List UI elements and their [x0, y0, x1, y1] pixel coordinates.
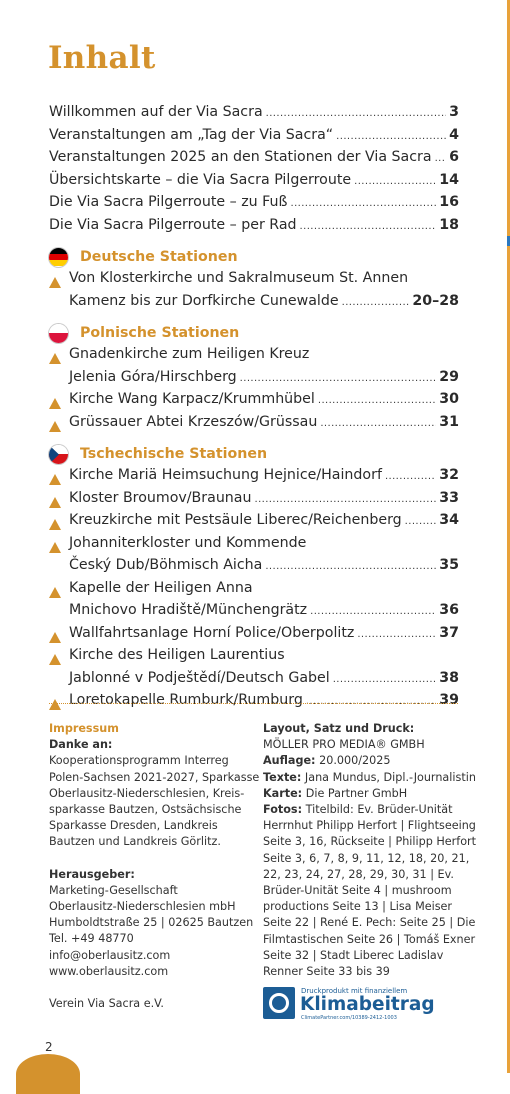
- fotos-credit-line: 22, 23, 24, 27, 28, 29, 30, 31 | Ev.: [263, 867, 454, 881]
- climate-partner-logo-icon: [263, 987, 295, 1019]
- toc-item-horni-police[interactable]: Wallfahrtsanlage Horní Police/Oberpolitz ..... 37: [49, 625, 459, 648]
- spacer: [49, 980, 254, 996]
- leader-dots: [318, 395, 436, 406]
- triangle-bullet-icon: [49, 519, 61, 530]
- imprint-column: [49, 721, 260, 1012]
- toc-item-broumov[interactable]: Kloster Broumov/Braunau ..... 33: [49, 490, 459, 513]
- karte-line: Karte: Die Partner GmbH: [263, 786, 408, 800]
- toc-item-by-bike[interactable]: Die Via Sacra Pilgerroute – per Rad ..... 18: [49, 217, 459, 240]
- section-heading-german: Deutsche Stationen: [49, 244, 459, 270]
- toc-item-german-stations[interactable]: Von Klosterkirche und Sakralmuseum St. Annen: [49, 270, 459, 293]
- triangle-bullet-icon: [49, 474, 61, 485]
- german-flag-icon: [49, 248, 68, 267]
- thanks-line: Kooperationsprogramm Interreg: [49, 754, 229, 768]
- section-heading-polish: Polnische Stationen: [49, 320, 459, 346]
- fotos-credit-line: Renner Seite 33 bis 39: [263, 965, 390, 979]
- layout-value: MÖLLER PRO MEDIA® GMBH: [263, 738, 425, 752]
- leader-dots: [310, 606, 436, 617]
- spacer: [49, 851, 254, 867]
- fotos-credit-line: Filmtastischen Seite 26 | Tomáš Exner: [263, 932, 476, 946]
- fotos-credit-line: Seite 3, 6, 7, 8, 9, 11, 12, 18, 20, 21,: [263, 851, 470, 865]
- leader-dots: [357, 629, 436, 640]
- section-divider: [49, 703, 458, 704]
- publisher-phone: Tel. +49 48770: [49, 932, 134, 946]
- verein-name: Verein Via Sacra e.V.: [49, 997, 164, 1011]
- toc-item-gnadenkirche-cont[interactable]: Jelenia Góra/Hirschberg ..... 29: [49, 369, 459, 392]
- toc-item-cesky-dub[interactable]: Johanniterkloster und Kommende: [49, 535, 459, 558]
- toc-item-on-foot[interactable]: Die Via Sacra Pilgerroute – zu Fuß ..... 16: [49, 194, 459, 217]
- leader-dots: [405, 516, 437, 527]
- leader-dots: [354, 176, 436, 187]
- polish-flag-icon: [49, 324, 68, 343]
- triangle-bullet-icon: [49, 398, 61, 409]
- fotos-credit-line: Seite 32 | Stadt Liberec Ladislav: [263, 948, 444, 962]
- climate-id-link[interactable]: ClimatePartner.com/10389-2412-1003: [301, 1015, 397, 1021]
- leader-dots: [300, 221, 437, 232]
- credits-column: [263, 721, 477, 980]
- toc-item-cesky-dub-cont[interactable]: Český Dub/Böhmisch Aicha ..... 35: [49, 557, 459, 580]
- leader-dots: [290, 198, 436, 209]
- texte-line: Texte: Jana Mundus, Dipl.-Journalistin: [263, 770, 476, 784]
- publisher-line: Humboldtstraße 25 | 02625 Bautzen: [49, 916, 254, 930]
- triangle-bullet-icon: [49, 542, 61, 553]
- leader-dots: [306, 696, 436, 707]
- layout-label: Layout, Satz und Druck:: [263, 722, 415, 735]
- triangle-bullet-icon: [49, 353, 61, 364]
- toc-item-welcome[interactable]: Willkommen auf der Via Sacra ..... 3: [49, 104, 459, 127]
- toc-item-anna-chapel-cont[interactable]: Mnichovo Hradiště/Münchengrätz ..... 36: [49, 602, 459, 625]
- thanks-line: Bautzen und Landkreis Görlitz.: [49, 835, 221, 849]
- fotos-credit-line: Brüder-Unität Seite 4 | mushroom: [263, 884, 452, 898]
- climate-small-text: Druckprodukt mit finanziellem: [301, 987, 408, 995]
- fotos-line: Fotos: Titelbild: Ev. Brüder-Unität: [263, 803, 453, 817]
- toc-item-laurentius-cont[interactable]: Jablonné v Podještědí/Deutsch Gabel ..... 38: [49, 670, 459, 693]
- toc-item-map[interactable]: Übersichtskarte – die Via Sacra Pilgerroute ..... 14: [49, 172, 459, 195]
- page-title: Inhalt: [48, 40, 156, 76]
- publisher-website-link[interactable]: www.oberlausitz.com: [49, 964, 169, 978]
- leader-dots: [265, 561, 436, 572]
- triangle-bullet-icon: [49, 497, 61, 508]
- corner-decoration: [16, 1054, 80, 1094]
- triangle-bullet-icon: [49, 632, 61, 643]
- climate-badge: [263, 987, 433, 1023]
- toc-item-events-2025[interactable]: Veranstaltungen 2025 an den Stationen der Via Sacra ..... 6: [49, 149, 459, 172]
- leader-dots: [342, 297, 410, 308]
- toc-item-anna-chapel[interactable]: Kapelle der Heiligen Anna: [49, 580, 459, 603]
- triangle-bullet-icon: [49, 587, 61, 598]
- leader-dots: [320, 418, 436, 429]
- triangle-bullet-icon: [49, 699, 61, 710]
- czech-flag-icon: [49, 445, 68, 464]
- thanks-line: Sparkasse Dresden, Landkreis: [49, 819, 218, 833]
- leader-dots: [336, 131, 446, 142]
- auflage-line: Auflage: 20.000/2025: [263, 754, 391, 768]
- table-of-contents: [49, 104, 459, 715]
- triangle-bullet-icon: [49, 277, 61, 288]
- fotos-credit-line: Seite 22 | René E. Pech: Seite 25 | Die: [263, 916, 476, 930]
- toc-item-hejnice[interactable]: Kirche Mariä Heimsuchung Hejnice/Haindorf ..... 32: [49, 467, 459, 490]
- toc-item-german-stations-cont[interactable]: Kamenz bis zur Dorfkirche Cunewalde ..... 20–28: [49, 293, 459, 316]
- publisher-line: Oberlausitz-Niederschlesien mbH: [49, 900, 236, 914]
- publisher-line: Marketing-Gesellschaft: [49, 883, 178, 897]
- fotos-credit-line: Seite 3, 16, Rückseite | Philipp Herfort: [263, 835, 477, 849]
- thanks-line: Oberlausitz-Niederschlesien, Kreis-: [49, 786, 245, 800]
- thanks-line: Polen-Sachsen 2021-2027, Sparkasse: [49, 770, 260, 784]
- toc-item-events-day[interactable]: Veranstaltungen am „Tag der Via Sacra“ ..... 4: [49, 127, 459, 150]
- toc-item-laurentius[interactable]: Kirche des Heiligen Laurentius: [49, 647, 459, 670]
- thanks-line: sparkasse Bautzen, Ostsächsische: [49, 803, 242, 817]
- fotos-credit-line: Herrnhut Philipp Herfort | Flightseeing: [263, 819, 476, 833]
- triangle-bullet-icon: [49, 421, 61, 432]
- section-heading-czech: Tschechische Stationen: [49, 441, 459, 467]
- imprint-heading: Impressum: [49, 722, 119, 735]
- leader-dots: [266, 108, 446, 119]
- leader-dots: [333, 674, 437, 685]
- leader-dots: [240, 373, 437, 384]
- thanks-label: Danke an:: [49, 738, 113, 752]
- fotos-credit-line: productions Seite 13 | Lisa Meiser: [263, 900, 453, 914]
- toc-item-gruessau[interactable]: Grüssauer Abtei Krzeszów/Grüssau ..... 31: [49, 414, 459, 437]
- toc-item-rumburk[interactable]: Loretokapelle Rumburk/Rumburg ..... 39: [49, 692, 459, 715]
- publisher-label: Herausgeber:: [49, 867, 135, 881]
- toc-item-gnadenkirche[interactable]: Gnadenkirche zum Heiligen Kreuz: [49, 346, 459, 369]
- leader-dots: [435, 153, 447, 164]
- toc-item-liberec[interactable]: Kreuzkirche mit Pestsäule Liberec/Reichenberg ..... 34: [49, 512, 459, 535]
- toc-item-kirche-wang[interactable]: Kirche Wang Karpacz/Krummhübel ..... 30: [49, 391, 459, 414]
- leader-dots: [385, 471, 436, 482]
- triangle-bullet-icon: [49, 654, 61, 665]
- publisher-email-link[interactable]: info@oberlausitz.com: [49, 948, 171, 962]
- page-number: 2: [45, 1040, 53, 1054]
- leader-dots: [254, 494, 436, 505]
- climate-title: Klimabeitrag: [300, 994, 435, 1015]
